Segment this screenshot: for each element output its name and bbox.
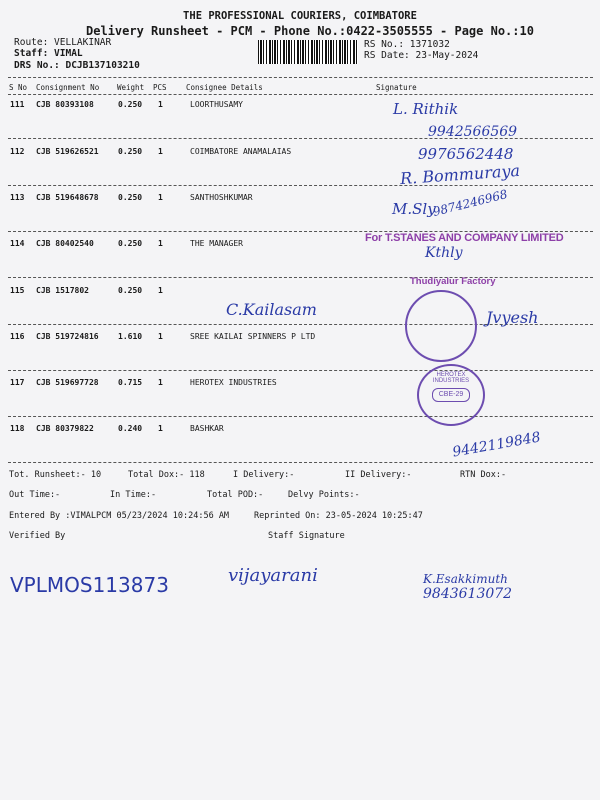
weight: 0.250 [118, 147, 143, 156]
handwritten-signature: L. Rithik [393, 100, 459, 118]
company-title: THE PROFESSIONAL COURIERS, COIMBATORE [183, 10, 417, 22]
sno: 114 [10, 239, 25, 248]
pcs: 1 [158, 147, 163, 156]
sno: 112 [10, 147, 25, 156]
weight: 0.715 [118, 378, 143, 387]
divider [8, 416, 593, 417]
consignee: HEROTEX INDUSTRIES [190, 378, 277, 387]
out-time: Out Time:- [9, 490, 61, 500]
runsheet-subtitle: Delivery Runsheet - PCM - Phone No.:0422-3505555 - Page No.:10 [86, 24, 534, 38]
pcs: 1 [158, 239, 163, 248]
col-consignment: Consignment No [36, 83, 100, 92]
barcode [258, 40, 358, 64]
handwritten-code: VPLMOS113873 [10, 573, 169, 597]
total-pod: Total POD:- [207, 490, 264, 500]
handwritten-phone: 9976562448 [418, 145, 514, 163]
handwritten-signature: Kthly [425, 245, 463, 261]
sno: 116 [10, 332, 25, 341]
drs-number: DRS No.: DCJB137103210 [14, 60, 140, 71]
consignee: LOORTHUSAMY [190, 100, 243, 109]
total-runsheet: Tot. Runsheet:- 10 [9, 470, 102, 480]
consignment-no: CJB 1517802 [36, 286, 89, 295]
handwritten-signature: K.Esakkimuth [423, 572, 508, 586]
circular-seal [405, 290, 477, 362]
weight: 0.250 [118, 239, 143, 248]
delvy-points: Delvy Points:- [288, 490, 360, 500]
handwritten-signature: M.Sly [392, 200, 436, 218]
handwritten-signature: R. Bommuraya [399, 160, 521, 189]
herotex-seal [417, 364, 485, 426]
sno: 117 [10, 378, 25, 387]
weight: 1.610 [118, 332, 143, 341]
pcs: 1 [158, 332, 163, 341]
col-consignee: Consignee Details [186, 83, 263, 92]
handwritten-phone: 9843613072 [423, 586, 513, 602]
route-label: Route: VELLAKINAR [14, 37, 112, 48]
weight: 0.240 [118, 424, 143, 433]
tstanes-stamp: For T.STANES AND COMPANY LIMITED [365, 232, 564, 244]
pcs: 1 [158, 193, 163, 202]
weight: 0.250 [118, 193, 143, 202]
herotex-seal-code: CBE-29 [432, 388, 470, 402]
consignee: COIMBATORE ANAMALAIAS [190, 147, 292, 156]
sno: 115 [10, 286, 25, 295]
handwritten-phone: 9942566569 [428, 124, 518, 140]
divider [8, 77, 593, 78]
rs-date: RS Date: 23-May-2024 [364, 50, 479, 61]
sno: 118 [10, 424, 25, 433]
sno: 111 [10, 100, 25, 109]
pcs: 1 [158, 378, 163, 387]
consignee: BASHKAR [190, 424, 224, 433]
col-pcs: PCS [153, 83, 167, 92]
reprinted-on: Reprinted On: 23-05-2024 10:25:47 [254, 511, 423, 521]
consignment-no: CJB 80393108 [36, 100, 94, 109]
handwritten-phone: 9442119848 [451, 429, 542, 461]
consignment-no: CJB 80379822 [36, 424, 94, 433]
consignment-no: CJB 519648678 [36, 193, 99, 202]
handwritten-name: vijayarani [228, 565, 318, 586]
divider [8, 277, 593, 278]
pcs: 1 [158, 424, 163, 433]
divider [8, 462, 593, 463]
handwritten-signature: C.Kailasam [226, 300, 317, 319]
rs-number: RS No.: 1371032 [364, 39, 450, 50]
weight: 0.250 [118, 286, 143, 295]
staff-label: Staff: VIMAL [14, 48, 83, 59]
consignee: SREE KAILAI SPINNERS P LTD [190, 332, 316, 341]
staff-signature: Staff Signature [268, 531, 345, 541]
divider [8, 94, 593, 95]
entered-by: Entered By :VIMALPCM 05/23/2024 10:24:56 AM [9, 511, 230, 521]
col-weight: Weight [117, 83, 145, 92]
consignment-no: CJB 80402540 [36, 239, 94, 248]
total-dox: Total Dox:- 118 [128, 470, 205, 480]
consignment-no: CJB 519626521 [36, 147, 99, 156]
divider [8, 370, 593, 371]
handwritten-signature: Jvyesh [486, 308, 539, 327]
ii-delivery: II Delivery:- [345, 470, 412, 480]
sno: 113 [10, 193, 25, 202]
rtn-dox: RTN Dox:- [460, 470, 507, 480]
pcs: 1 [158, 100, 163, 109]
weight: 0.250 [118, 100, 143, 109]
verified-by: Verified By [9, 531, 66, 541]
consignee: SANTHOSHKUMAR [190, 193, 253, 202]
herotex-seal-text: HEROTEX INDUSTRIES [432, 372, 470, 384]
consignment-no: CJB 519724816 [36, 332, 99, 341]
col-signature: Signature [376, 83, 417, 92]
pcs: 1 [158, 286, 163, 295]
factory-stamp: Thudiyalur Factory [410, 276, 496, 287]
handwritten-phone: 9874246968 [431, 186, 509, 220]
consignment-no: CJB 519697728 [36, 378, 99, 387]
in-time: In Time:- [110, 490, 157, 500]
i-delivery: I Delivery:- [233, 470, 295, 480]
col-sno: S No [9, 83, 28, 92]
consignee: THE MANAGER [190, 239, 243, 248]
